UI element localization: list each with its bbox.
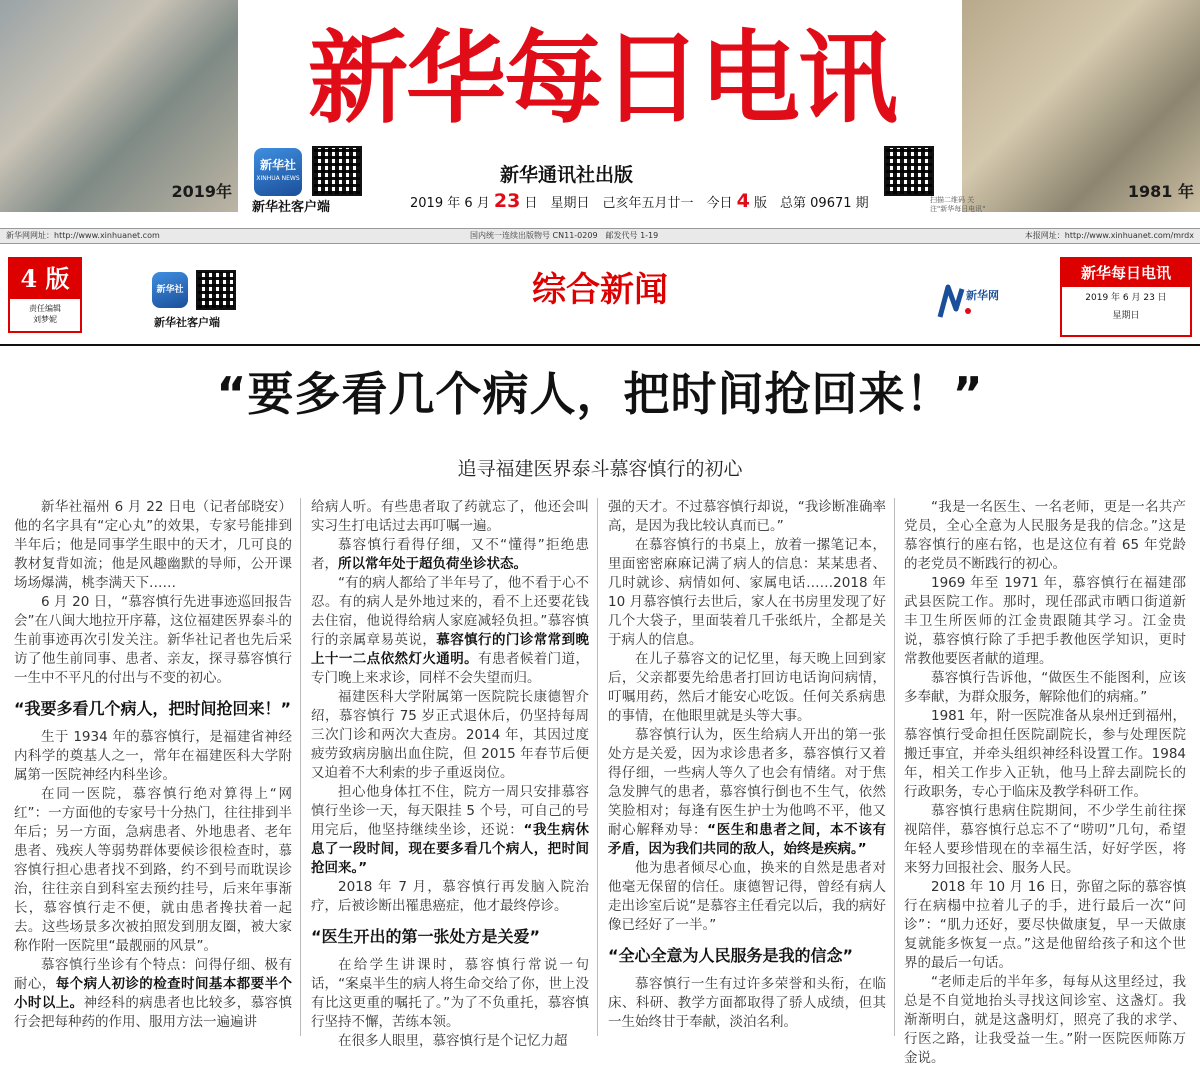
paragraph: 在很多人眼里，慕容慎行是个记忆力超 <box>338 1033 568 1049</box>
article-column-2 <box>311 498 590 1049</box>
header-divider <box>0 344 1200 346</box>
right-header-weekday: 星期日 <box>1112 311 1140 321</box>
info-bar-left: 新华网网址：http://www.xinhuanet.com <box>6 231 160 240</box>
masthead-photo-left <box>0 0 238 212</box>
text-run: 慕容慎行认为，医生给病人开出的第一张处方是关爱，因为求诊患者多，慕容慎行又着得仔细，一些病人等久了也会有情绪。对于焦急发脾气的患者，慕容慎行倒也不生气，依然笑脸相对；每逢有医生护士为他鸣不平，他又耐心解释劝导： <box>608 727 886 838</box>
paragraph: 给病人听。有些患者取了药就忘了，他还会叫实习生打电话过去再叮嘱一遍。 <box>311 499 589 534</box>
paragraph: “我是一名医生、一名老师，更是一名共产党员，全心全意为人民服务是我的信念。”这是慕容慎行的座右铭，也是这位有着 65 年党龄的老党员不断践行的初心。 <box>904 499 1186 572</box>
subheading: “我要多看几个病人，把时间抢回来！” <box>14 699 292 718</box>
paragraph: 6 月 20 日，“慕容慎行先进事迹巡回报告会”在八闽大地拉开序幕，这位福建医界泰斗的生前事迹再次引发关注。新华社记者也先后采访了他生前同事、患者、亲友，探寻慕容慎行一生中不平凡的付出与不变的初心。 <box>14 594 292 686</box>
info-bar-center: 国内统一连续出版物号 CN11-0209 邮发代号 1-19 <box>470 231 659 240</box>
section-title: 综合新闻 <box>532 270 668 310</box>
date-mid: 日 星期日 己亥年五月廿一 今日 <box>524 196 733 211</box>
paragraph: 在儿子慕容文的记忆里，每天晚上回到家后，父亲都要先给患者打回访电话询问病情，叮嘱用药，然后才能安心吃饭。任何关系病患的事情，在他眼里就是头等大事。 <box>608 651 886 724</box>
subheading: “全心全意为人民服务是我的信念” <box>608 946 854 965</box>
text-run: 神经科的病患者也比较多，慕容慎行会把每种药的作用、服用方法一遍遍讲 <box>14 995 293 1030</box>
date-prefix: 2019 年 6 月 <box>410 196 490 211</box>
bold-text: 每个病人初诊的检查时间基本都要半个小时以上。 <box>14 976 293 1011</box>
edition-number: 4 版 <box>10 259 80 299</box>
qr-code-icon <box>312 146 362 196</box>
paragraph: 慕容慎行一生有过许多荣誉和头衔，在临床、科研、教学方面都取得了骄人成绩，但其一生始终甘于奉献，淡泊名利。 <box>608 976 886 1030</box>
paragraph <box>311 783 589 878</box>
client-label: 新华社客户端 <box>154 316 220 329</box>
paragraph: 强的天才。不过慕容慎行却说，“我诊断准确率高，是因为我比较认真而已。” <box>608 499 886 534</box>
paragraph <box>608 726 886 859</box>
text-run: 担心他身体扛不住，院方一周只安排慕容慎行坐诊一天，每天限挂 5 个号，可自己的号用完后，他坚持继续坐诊，还说： <box>311 784 589 838</box>
paragraph: 生于 1934 年的慕容慎行，是福建省神经内科学的奠基人之一，常年在福建医科大学附属第一医院神经内科坐诊。 <box>14 729 292 783</box>
bold-text: “我生病休息了一段时间，现在要多看几个病人，把时间抢回来。” <box>311 822 589 876</box>
qr-note: 扫描二维码 关注"新华每日电讯" <box>930 196 986 213</box>
paragraph: 福建医科大学附属第一医院院长康德智介绍，慕容慎行 75 岁正式退休后，仍坚持每周三次门诊和两次大查房。2014 年，其因过度疲劳致病房脑出血住院，但 2015 年春节后便又迫着不大利索的步子重返岗位。 <box>311 689 589 781</box>
article-column-3 <box>608 498 886 1038</box>
bold-text: 慕容慎行的门诊常常到晚上十一二点依然灯火通明。 <box>311 632 590 667</box>
article-subhead: 追寻福建医界泰斗慕容慎行的初心 <box>457 458 743 480</box>
paragraph: 1969 年至 1971 年，慕容慎行在福建邵武县医院工作。那时，现任邵武市晒口街道新丰卫生所医师的江金贵跟随其学习。江金贵说，慕容慎行除了手把手教他医学知识，更时常教他要医者献的道理。 <box>904 575 1186 667</box>
logo-text: 新华社 <box>156 285 184 295</box>
paragraph: 2018 年 10 月 16 日，弥留之际的慕容慎行在病榻中拉着儿子的手，进行最后一次“问诊”：“肌力还好，要尽快做康复，早一天做康复就能多恢复一点。”这是他留给孩子和这个世界的最后一句话。 <box>904 879 1186 971</box>
text-run: 慕容慎行看得仔细，又不“懂得”拒绝患者， <box>311 537 589 572</box>
date-day: 23 <box>493 190 521 212</box>
edition-box <box>8 257 82 333</box>
paragraph: 在同一医院，慕容慎行绝对算得上“网红”：一方面他的专家号十分热门，往往排到半年后；另一方面，急病患者、外地患者、老年患者、残疾人等弱势群体要候诊很检查时，慕容慎行担心患者找不到路，约不到号而耽误诊治，往往亲自到科室去预约挂号，后来年事渐长，慕容慎行走不便，就由患者搀扶着一起去。这些场景多次被拍照发到朋友圈，被大家称作附一医院里“最靓丽的风景”。 <box>14 786 292 954</box>
text-run: “有的病人都给了半年号了，他不看于心不忍。有的病人是外地过来的，看不上还要花钱去住宿，他说得给病人家庭减轻负担。”慕容慎行的亲属章易英说， <box>311 575 589 648</box>
paragraph: 他为患者倾尽心血，换来的自然是患者对他毫无保留的信任。康德智记得，曾经有病人走出诊室后说“是慕容主任看完以后，我的病好像已经好了一半。” <box>608 860 886 933</box>
nn-logo-text: 新华网 <box>966 289 999 302</box>
masthead-photo-right <box>962 0 1200 212</box>
paragraph: “老师走后的半年多，每每从这里经过，我总是不自觉地抬头寻找这间诊室、这盏灯。我渐渐明白，就是这盏明灯，照亮了我的求学、行医之路，让我受益一生。”附一医院医师陈万金说。 <box>904 974 1186 1066</box>
newspaper-title: 新华每日电讯 <box>308 19 896 137</box>
page-count: 4 <box>736 190 750 212</box>
xinhua-logo-icon <box>254 148 302 196</box>
text-run: 慕容慎行坐诊有个特点：问得仔细、极有耐心， <box>14 957 292 992</box>
editor-label: 责任编辑 <box>29 304 61 313</box>
right-header-box <box>1060 257 1192 337</box>
column-divider <box>300 498 301 1036</box>
text-run: 有患者候着门道，专门晚上来求诊，同样不会失望而归。 <box>311 651 590 686</box>
article-column-1 <box>14 498 292 1038</box>
info-bar <box>0 228 1200 244</box>
right-header-date: 2019 年 6 月 23 日 <box>1085 293 1167 303</box>
publisher: 新华通讯社出版 <box>500 164 634 186</box>
photo-caption-left: 2019年 <box>171 182 232 201</box>
xinhua-logo-icon <box>152 272 188 308</box>
logo-subtext: XINHUA NEWS <box>256 175 300 182</box>
paragraph <box>14 956 292 1032</box>
column-divider <box>894 498 895 1036</box>
date-suffix: 版 总第 09671 期 <box>754 196 869 211</box>
qr-code-icon <box>884 146 934 196</box>
paragraph: 在给学生讲课时，慕容慎行常说一句话，“案桌半生的病人将生命交给了你，世上没有比这更重的嘱托了。”为了不负重托，慕容慎行坚持不懈，苦练本领。 <box>311 957 589 1030</box>
client-label: 新华社客户端 <box>252 200 331 215</box>
logo-text: 新华社 <box>259 158 296 172</box>
paragraph: 慕容慎行告诉他，“做医生不能图利，应该多奉献，为群众服务，解除他们的病痛。” <box>904 670 1186 705</box>
paragraph <box>311 536 589 574</box>
editor-name: 刘梦妮 <box>33 315 57 324</box>
article-headline: “要多看几个病人，把时间抢回来！” <box>216 367 984 421</box>
article-column-4 <box>904 498 1186 1066</box>
editor-credit <box>10 299 80 325</box>
paragraph: 2018 年 7 月，慕容慎行再发脑入院治疗，后被诊断出罹患癌症，他才最终停诊。 <box>311 879 589 914</box>
paragraph: 1981 年，附一医院准备从泉州迁到福州，慕容慎行受命担任医院副院长，参与处理医院搬迁事宜，并牵头组织神经科设置工作。1984 年，相关工作步入正轨，他马上辞去副院长的行政职务，专心于临床及教学科研工作。 <box>904 708 1186 800</box>
paragraph <box>311 574 589 688</box>
right-header-title: 新华每日电讯 <box>1062 259 1190 287</box>
photo-caption-right: 1981 年 <box>1127 182 1194 201</box>
paragraph: 新华社福州 6 月 22 日电（记者邰晓安）他的名字具有“定心丸”的效果，专家号能排到半年后；他是同事学生眼中的天才，几可良的教材复背如流；他是风趣幽默的导师，公开课场场爆满，桃李满天下…… <box>14 499 292 591</box>
xinhuanet-news-logo-icon <box>938 283 1008 319</box>
bold-text: 所以常年处于超负荷坐诊状态。 <box>338 556 527 572</box>
info-bar-right: 本报网址：http://www.xinhuanet.com/mrdx <box>1024 231 1194 240</box>
column-divider <box>597 498 598 1036</box>
paragraph: 慕容慎行患病住院期间，不少学生前往探视陪伴，慕容慎行总忘不了“唠叨”几句，希望年轻人要珍惜现在的幸福生活，好好学医，将来努力回报社会、服务人民。 <box>904 803 1186 876</box>
subheading: “医生开出的第一张处方是关爱” <box>311 927 541 946</box>
paragraph: 在慕容慎行的书桌上，放着一摞笔记本，里面密密麻麻记满了病人的信息：某某患者、几时就诊、病情如何、家属电话……2018 年 10 月慕容慎行去世后，家人在书房里发现了好几个大袋子，里面装着几千张纸片，全都是关于病人的信息。 <box>608 537 886 648</box>
bold-text: “医生和患者之间，本不该有矛盾，因为我们共同的敌人，始终是疾病。” <box>608 822 887 857</box>
qr-code-icon <box>196 270 236 310</box>
dateline <box>410 190 869 212</box>
